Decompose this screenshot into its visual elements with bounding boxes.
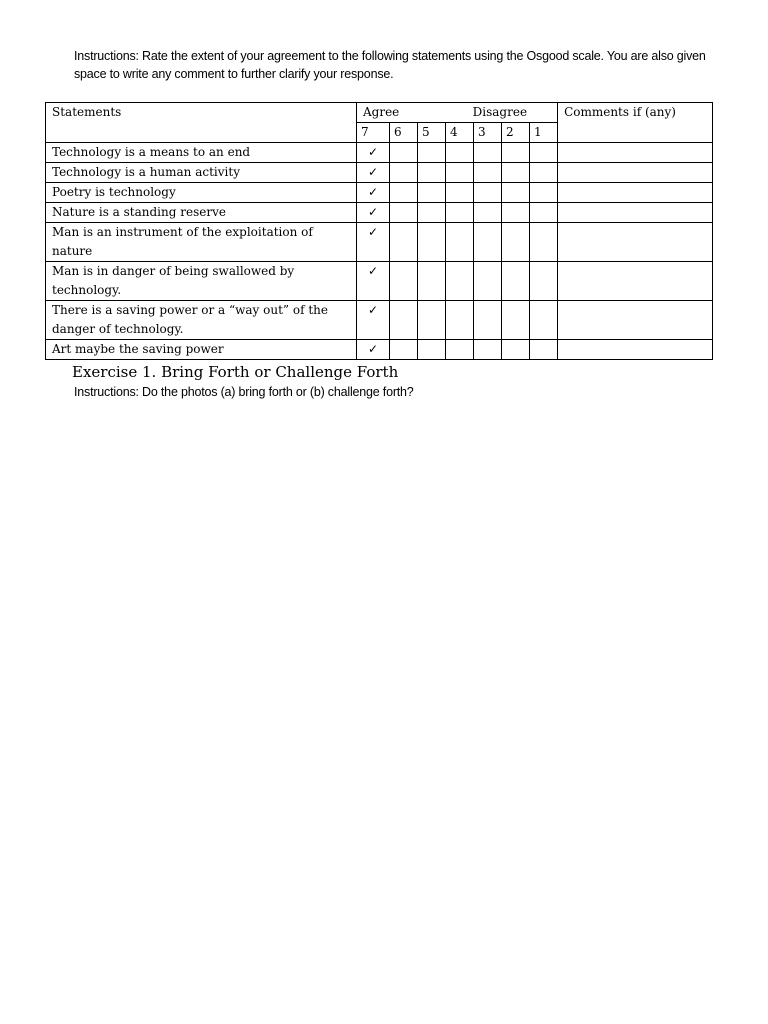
check-mark-icon: ✓	[367, 205, 379, 219]
rating-cell-4[interactable]	[446, 340, 474, 360]
rating-cell-3[interactable]	[474, 262, 502, 301]
rating-cell-2[interactable]	[502, 203, 530, 223]
check-mark-icon: ✓	[367, 264, 379, 278]
rating-cell-4[interactable]	[446, 163, 474, 183]
statement-cell: Man is an instrument of the exploitation of nature	[46, 223, 357, 262]
rating-cell-3[interactable]	[474, 183, 502, 203]
comment-cell[interactable]	[558, 262, 713, 301]
rating-cell-2[interactable]	[502, 143, 530, 163]
statement-cell: Art maybe the saving power	[46, 340, 357, 360]
rating-cell-2[interactable]	[502, 183, 530, 203]
rating-cell-7[interactable]	[357, 203, 390, 223]
rating-cell-4[interactable]	[446, 183, 474, 203]
rating-cell-5[interactable]	[418, 143, 446, 163]
disagree-label: Disagree	[472, 105, 528, 119]
comment-cell[interactable]	[558, 163, 713, 183]
rating-cell-3[interactable]	[474, 163, 502, 183]
table-row	[46, 301, 713, 340]
rating-cell-2[interactable]	[502, 262, 530, 301]
rating-cell-6[interactable]	[390, 301, 418, 340]
scale-value-4: 4	[446, 123, 474, 143]
scale-value-2: 2	[502, 123, 530, 143]
table-row	[46, 262, 713, 301]
rating-cell-1[interactable]	[530, 203, 558, 223]
rating-cell-7[interactable]	[357, 301, 390, 340]
rating-cell-1[interactable]	[530, 301, 558, 340]
rating-cell-5[interactable]	[418, 262, 446, 301]
header-row-labels	[46, 103, 713, 123]
rating-cell-3[interactable]	[474, 340, 502, 360]
scale-header-labels	[363, 103, 551, 122]
comment-cell[interactable]	[558, 143, 713, 163]
scale-value-5: 5	[418, 123, 446, 143]
comment-cell[interactable]	[558, 301, 713, 340]
statements-header: Statements	[46, 103, 357, 143]
exercise-title: Exercise 1. Bring Forth or Challenge Forth	[72, 363, 399, 381]
rating-cell-2[interactable]	[502, 301, 530, 340]
rating-cell-5[interactable]	[418, 340, 446, 360]
rating-cell-5[interactable]	[418, 223, 446, 262]
table-row	[46, 340, 713, 360]
rating-cell-5[interactable]	[418, 301, 446, 340]
scale-value-3: 3	[474, 123, 502, 143]
table-row	[46, 203, 713, 223]
rating-cell-6[interactable]	[390, 223, 418, 262]
scale-value-6: 6	[390, 123, 418, 143]
rating-cell-1[interactable]	[530, 262, 558, 301]
rating-cell-7[interactable]	[357, 262, 390, 301]
rating-cell-4[interactable]	[446, 143, 474, 163]
rating-cell-3[interactable]	[474, 223, 502, 262]
agree-label: Agree	[363, 105, 400, 119]
comments-header: Comments if (any)	[558, 103, 713, 143]
rating-cell-4[interactable]	[446, 203, 474, 223]
comment-cell[interactable]	[558, 223, 713, 262]
check-mark-icon: ✓	[367, 145, 379, 159]
rating-cell-6[interactable]	[390, 262, 418, 301]
scale-header	[357, 103, 558, 123]
scale-value-7: 7	[357, 123, 390, 143]
table-row	[46, 183, 713, 203]
check-mark-icon: ✓	[367, 185, 379, 199]
table-body	[46, 143, 713, 360]
rating-cell-3[interactable]	[474, 203, 502, 223]
check-mark-icon: ✓	[367, 342, 379, 356]
rating-cell-4[interactable]	[446, 301, 474, 340]
statement-cell: Nature is a standing reserve	[46, 203, 357, 223]
comment-cell[interactable]	[558, 203, 713, 223]
rating-cell-1[interactable]	[530, 223, 558, 262]
rating-cell-6[interactable]	[390, 163, 418, 183]
instructions-text: Instructions: Rate the extent of your agreement to the following statements using the Osgood scale. You are also given space to write any comment to further clarify your response.	[74, 49, 706, 81]
rating-cell-7[interactable]	[357, 340, 390, 360]
rating-cell-2[interactable]	[502, 340, 530, 360]
rating-cell-3[interactable]	[474, 301, 502, 340]
table-row	[46, 163, 713, 183]
rating-cell-5[interactable]	[418, 203, 446, 223]
statement-cell: Poetry is technology	[46, 183, 357, 203]
comment-cell[interactable]	[558, 340, 713, 360]
table-row	[46, 143, 713, 163]
exercise-instructions: Instructions: Do the photos (a) bring forth or (b) challenge forth?	[74, 385, 414, 399]
rating-cell-3[interactable]	[474, 143, 502, 163]
rating-cell-1[interactable]	[530, 163, 558, 183]
osgood-rating-table	[45, 102, 713, 360]
statement-cell: There is a saving power or a “way out” of the danger of technology.	[46, 301, 357, 340]
rating-cell-6[interactable]	[390, 340, 418, 360]
rating-cell-2[interactable]	[502, 223, 530, 262]
table-header	[46, 103, 713, 143]
rating-cell-7[interactable]	[357, 143, 390, 163]
rating-cell-7[interactable]	[357, 223, 390, 262]
statement-cell: Technology is a means to an end	[46, 143, 357, 163]
rating-cell-1[interactable]	[530, 183, 558, 203]
rating-cell-7[interactable]	[357, 183, 390, 203]
rating-cell-1[interactable]	[530, 340, 558, 360]
rating-cell-5[interactable]	[418, 163, 446, 183]
rating-cell-4[interactable]	[446, 223, 474, 262]
statement-cell: Man is in danger of being swallowed by technology.	[46, 262, 357, 301]
check-mark-icon: ✓	[367, 165, 379, 179]
statement-cell: Technology is a human activity	[46, 163, 357, 183]
comment-cell[interactable]	[558, 183, 713, 203]
rating-cell-6[interactable]	[390, 183, 418, 203]
table-row	[46, 223, 713, 262]
rating-cell-5[interactable]	[418, 183, 446, 203]
rating-cell-2[interactable]	[502, 163, 530, 183]
rating-cell-4[interactable]	[446, 262, 474, 301]
rating-cell-1[interactable]	[530, 143, 558, 163]
check-mark-icon: ✓	[367, 225, 379, 239]
scale-value-1: 1	[530, 123, 558, 143]
check-mark-icon: ✓	[367, 303, 379, 317]
rating-cell-6[interactable]	[390, 203, 418, 223]
rating-cell-6[interactable]	[390, 143, 418, 163]
rating-cell-7[interactable]	[357, 163, 390, 183]
